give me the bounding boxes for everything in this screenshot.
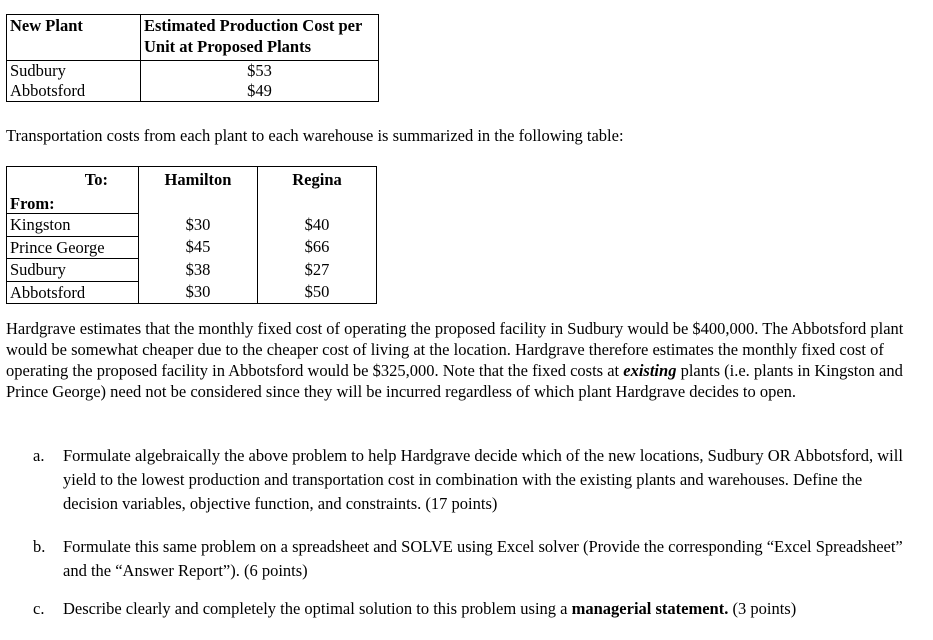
origin-plant: Abbotsford bbox=[7, 281, 139, 304]
question-label: c. bbox=[33, 599, 45, 618]
origin-plant: Prince George bbox=[7, 236, 139, 259]
cost-regina: $50 bbox=[258, 281, 377, 304]
cost-hamilton: $45 bbox=[139, 236, 258, 259]
table-row bbox=[7, 81, 379, 102]
cost-hamilton: $30 bbox=[139, 281, 258, 304]
cost-regina: $27 bbox=[258, 259, 377, 282]
to-label: To: bbox=[7, 167, 139, 196]
origin-plant: Kingston bbox=[7, 214, 139, 237]
header-new-plant: New Plant bbox=[7, 15, 141, 61]
col-hamilton: Hamilton bbox=[139, 167, 258, 196]
question-b bbox=[33, 535, 903, 583]
question-text: Formulate algebraically the above problem to help Hardgrave decide which of the new locations, Sudbury OR Abbotsford, will yield to the lowest production and transportation cost in combination with the existing plants and warehouses. Define the decision variables, objective function, and constraints. (17 points) bbox=[63, 446, 903, 513]
question-text: Formulate this same problem on a spreadsheet and SOLVE using Excel solver (Provide the corresponding “Excel Spreadsheet” and the “Answer Report”). (6 points) bbox=[63, 537, 903, 580]
cost-regina: $66 bbox=[258, 236, 377, 259]
question-label: b. bbox=[33, 537, 46, 556]
origin-plant: Sudbury bbox=[7, 259, 139, 282]
plant-cost: $49 bbox=[141, 81, 379, 102]
plant-name: Sudbury bbox=[7, 61, 141, 82]
paragraph-text-2: plants (i.e. plants in Kingston and Prince George) need not be considered since they will be incurred regardless of which plant Hardgrave decides to open. bbox=[6, 361, 903, 401]
cost-regina: $40 bbox=[258, 214, 377, 237]
paragraph-emphasis: existing bbox=[623, 361, 677, 380]
plant-name: Abbotsford bbox=[7, 81, 141, 102]
table-row bbox=[7, 281, 377, 304]
question-bold: managerial statement. bbox=[571, 599, 729, 618]
from-label: From: bbox=[7, 195, 139, 214]
transport-cost-table bbox=[6, 166, 377, 304]
plant-cost: $53 bbox=[141, 61, 379, 82]
plant-cost-table bbox=[6, 14, 379, 102]
question-text-part: (3 points) bbox=[728, 599, 797, 618]
question-a bbox=[33, 444, 903, 516]
question-c bbox=[33, 597, 903, 621]
transport-intro: Transportation costs from each plant to each warehouse is summarized in the following table: bbox=[6, 126, 624, 145]
table-row bbox=[7, 259, 377, 282]
table-row bbox=[7, 214, 377, 237]
col-regina: Regina bbox=[258, 167, 377, 196]
cost-hamilton: $30 bbox=[139, 214, 258, 237]
question-text-part: Describe clearly and completely the optimal solution to this problem using a bbox=[63, 599, 572, 618]
paragraph-text-1: Hardgrave estimates that the monthly fixed cost of operating the proposed facility in Sudbury would be $400,000. The Abbotsford plant would be somewhat cheaper due to the cheaper cost of living at the location. Hardgrave therefore estimates the monthly fixed cost of operating the proposed facility in Abbotsford would be $325,000. Note that the fixed costs at bbox=[6, 319, 904, 380]
header-production-cost: Estimated Production Cost per Unit at Proposed Plants bbox=[141, 15, 379, 61]
fixed-cost-paragraph bbox=[6, 318, 906, 402]
question-text bbox=[63, 597, 903, 621]
table-row bbox=[7, 61, 379, 82]
question-label: a. bbox=[33, 446, 45, 465]
table-row bbox=[7, 236, 377, 259]
cost-hamilton: $38 bbox=[139, 259, 258, 282]
